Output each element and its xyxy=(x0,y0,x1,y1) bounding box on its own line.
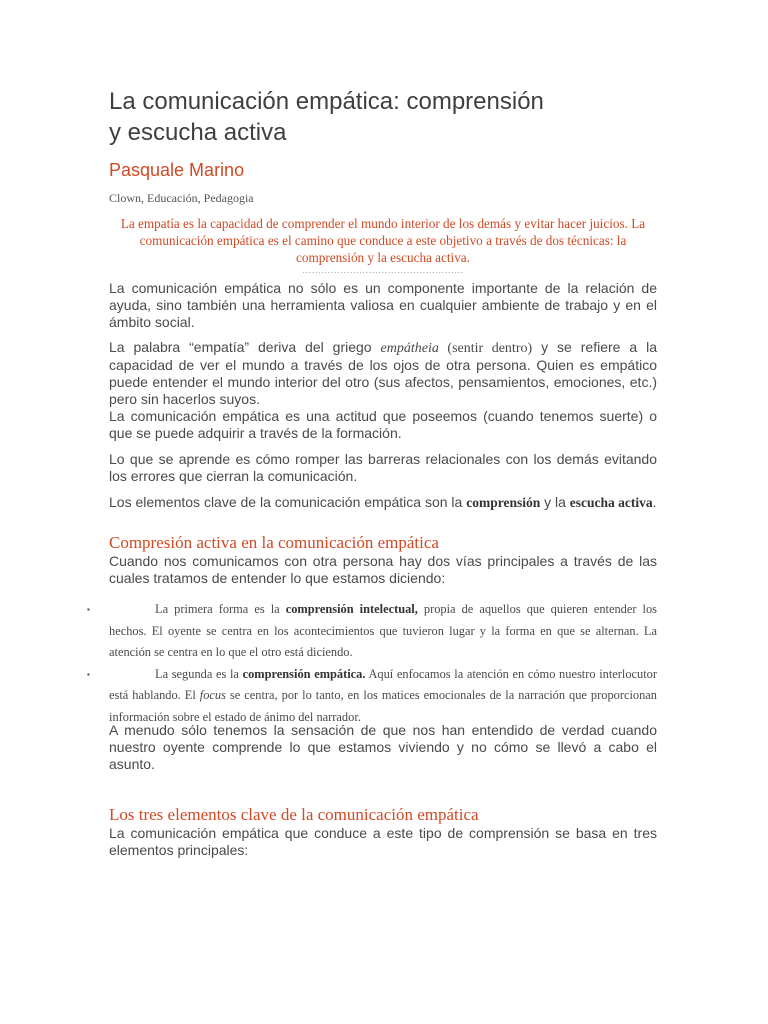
author-name: Pasquale Marino xyxy=(109,160,245,180)
title-line-2: y escucha activa xyxy=(109,119,287,146)
b1-bold: comprensión intelectual, xyxy=(285,602,418,616)
bullet-item-1 xyxy=(87,599,657,664)
article-tags: Clown, Educación, Pedagogia xyxy=(109,191,254,205)
section-heading-2: Los tres elementos clave de la comunicación empática xyxy=(109,805,479,824)
b2-text-a: La segunda es la xyxy=(155,666,243,681)
keyword-comprension: comprensión xyxy=(466,495,541,510)
p2-text-b: y se refiere a la capacidad de ver el mundo a través de los ojos de otra persona. Quien es empático puede entender el mundo interior del otro (sus afectos, pensamientos, emociones, etc.) pero sin hacerlos suyos. xyxy=(109,339,657,407)
article-body xyxy=(87,86,658,859)
title-line-1: La comunicación empática: comprensión xyxy=(109,88,544,115)
p5-text-a: Los elementos clave de la comunicación empática son la xyxy=(109,494,467,510)
greek-word: empátheia xyxy=(380,341,439,356)
paragraph-3: La comunicación empática es una actitud que poseemos (cuando tenemos suerte) o que se puede adquirir a través de la formación. xyxy=(109,408,657,441)
dotted-separator: …………………………………………… xyxy=(302,265,464,275)
bullet-item-2 xyxy=(87,664,658,729)
b2-italic: focus xyxy=(199,688,226,702)
p5-text-end: . xyxy=(652,494,657,510)
paragraph-4: Lo que se aprende es cómo romper las barreras relacionales con los demás evitando los errores que cierran la comunicación. xyxy=(109,451,657,484)
p5-text-mid: y la xyxy=(540,494,570,510)
bullet-marker: ▪ xyxy=(87,605,90,614)
paragraph-7: A menudo sólo tenemos la sensación de que nos han entendido de verdad cuando nuestro oyente comprende lo que estamos viviendo y no cómo se llevó a cabo el asunto. xyxy=(109,722,657,772)
paragraph-6: Cuando nos comunicamos con otra persona hay dos vías principales a través de las cuales tratamos de entender lo que estamos diciendo: xyxy=(109,553,657,586)
bullet-marker: ▪ xyxy=(87,669,90,679)
b2-text-b: Aquí enfocamos la atención en cómo nuestro interlocutor está hablando. El xyxy=(109,666,658,702)
section-heading-1: Compresión activa en la comunicación empática xyxy=(109,533,439,552)
paragraph-8: La comunicación empática que conduce a este tipo de comprensión se basa en tres elementos principales: xyxy=(109,825,657,858)
paragraph-1: La comunicación empática no sólo es un componente importante de la relación de ayuda, sino también una herramienta valiosa en cualquier ambiente de trabajo y en el ámbito social. xyxy=(109,280,657,330)
paragraph-5 xyxy=(109,494,657,511)
bullet-list xyxy=(87,599,658,728)
b2-bold: comprensión empática. xyxy=(242,666,366,681)
paragraph-2 xyxy=(109,339,657,408)
greek-meaning: (sentir dentro) xyxy=(438,341,533,356)
b1-text-a: La primera forma es la xyxy=(155,602,286,616)
keyword-escucha-activa: escucha activa xyxy=(569,495,653,510)
b2-text-c: se centra, por lo tanto, en los matices emocionales de la narración que proporcionan información sobre el estado de ánimo del narrador. xyxy=(109,688,657,724)
p2-text-a: La palabra “empatía” deriva del griego xyxy=(109,339,381,355)
article-title xyxy=(109,86,657,148)
lead-paragraph: La empatía es la capacidad de comprender el mundo interior de los demás y evitar hacer juicios. La comunicación empática es el camino que conduce a este objetivo a través de dos técnicas: la comprensión y la escucha activa. xyxy=(120,216,646,265)
b1-text-b: propia de aquellos que quieren entender los hechos. El oyente se centra en los acontecimientos que tuvieron lugar y la forma en que se alternan. La atención se centra en lo que el otro está diciendo. xyxy=(109,602,657,659)
